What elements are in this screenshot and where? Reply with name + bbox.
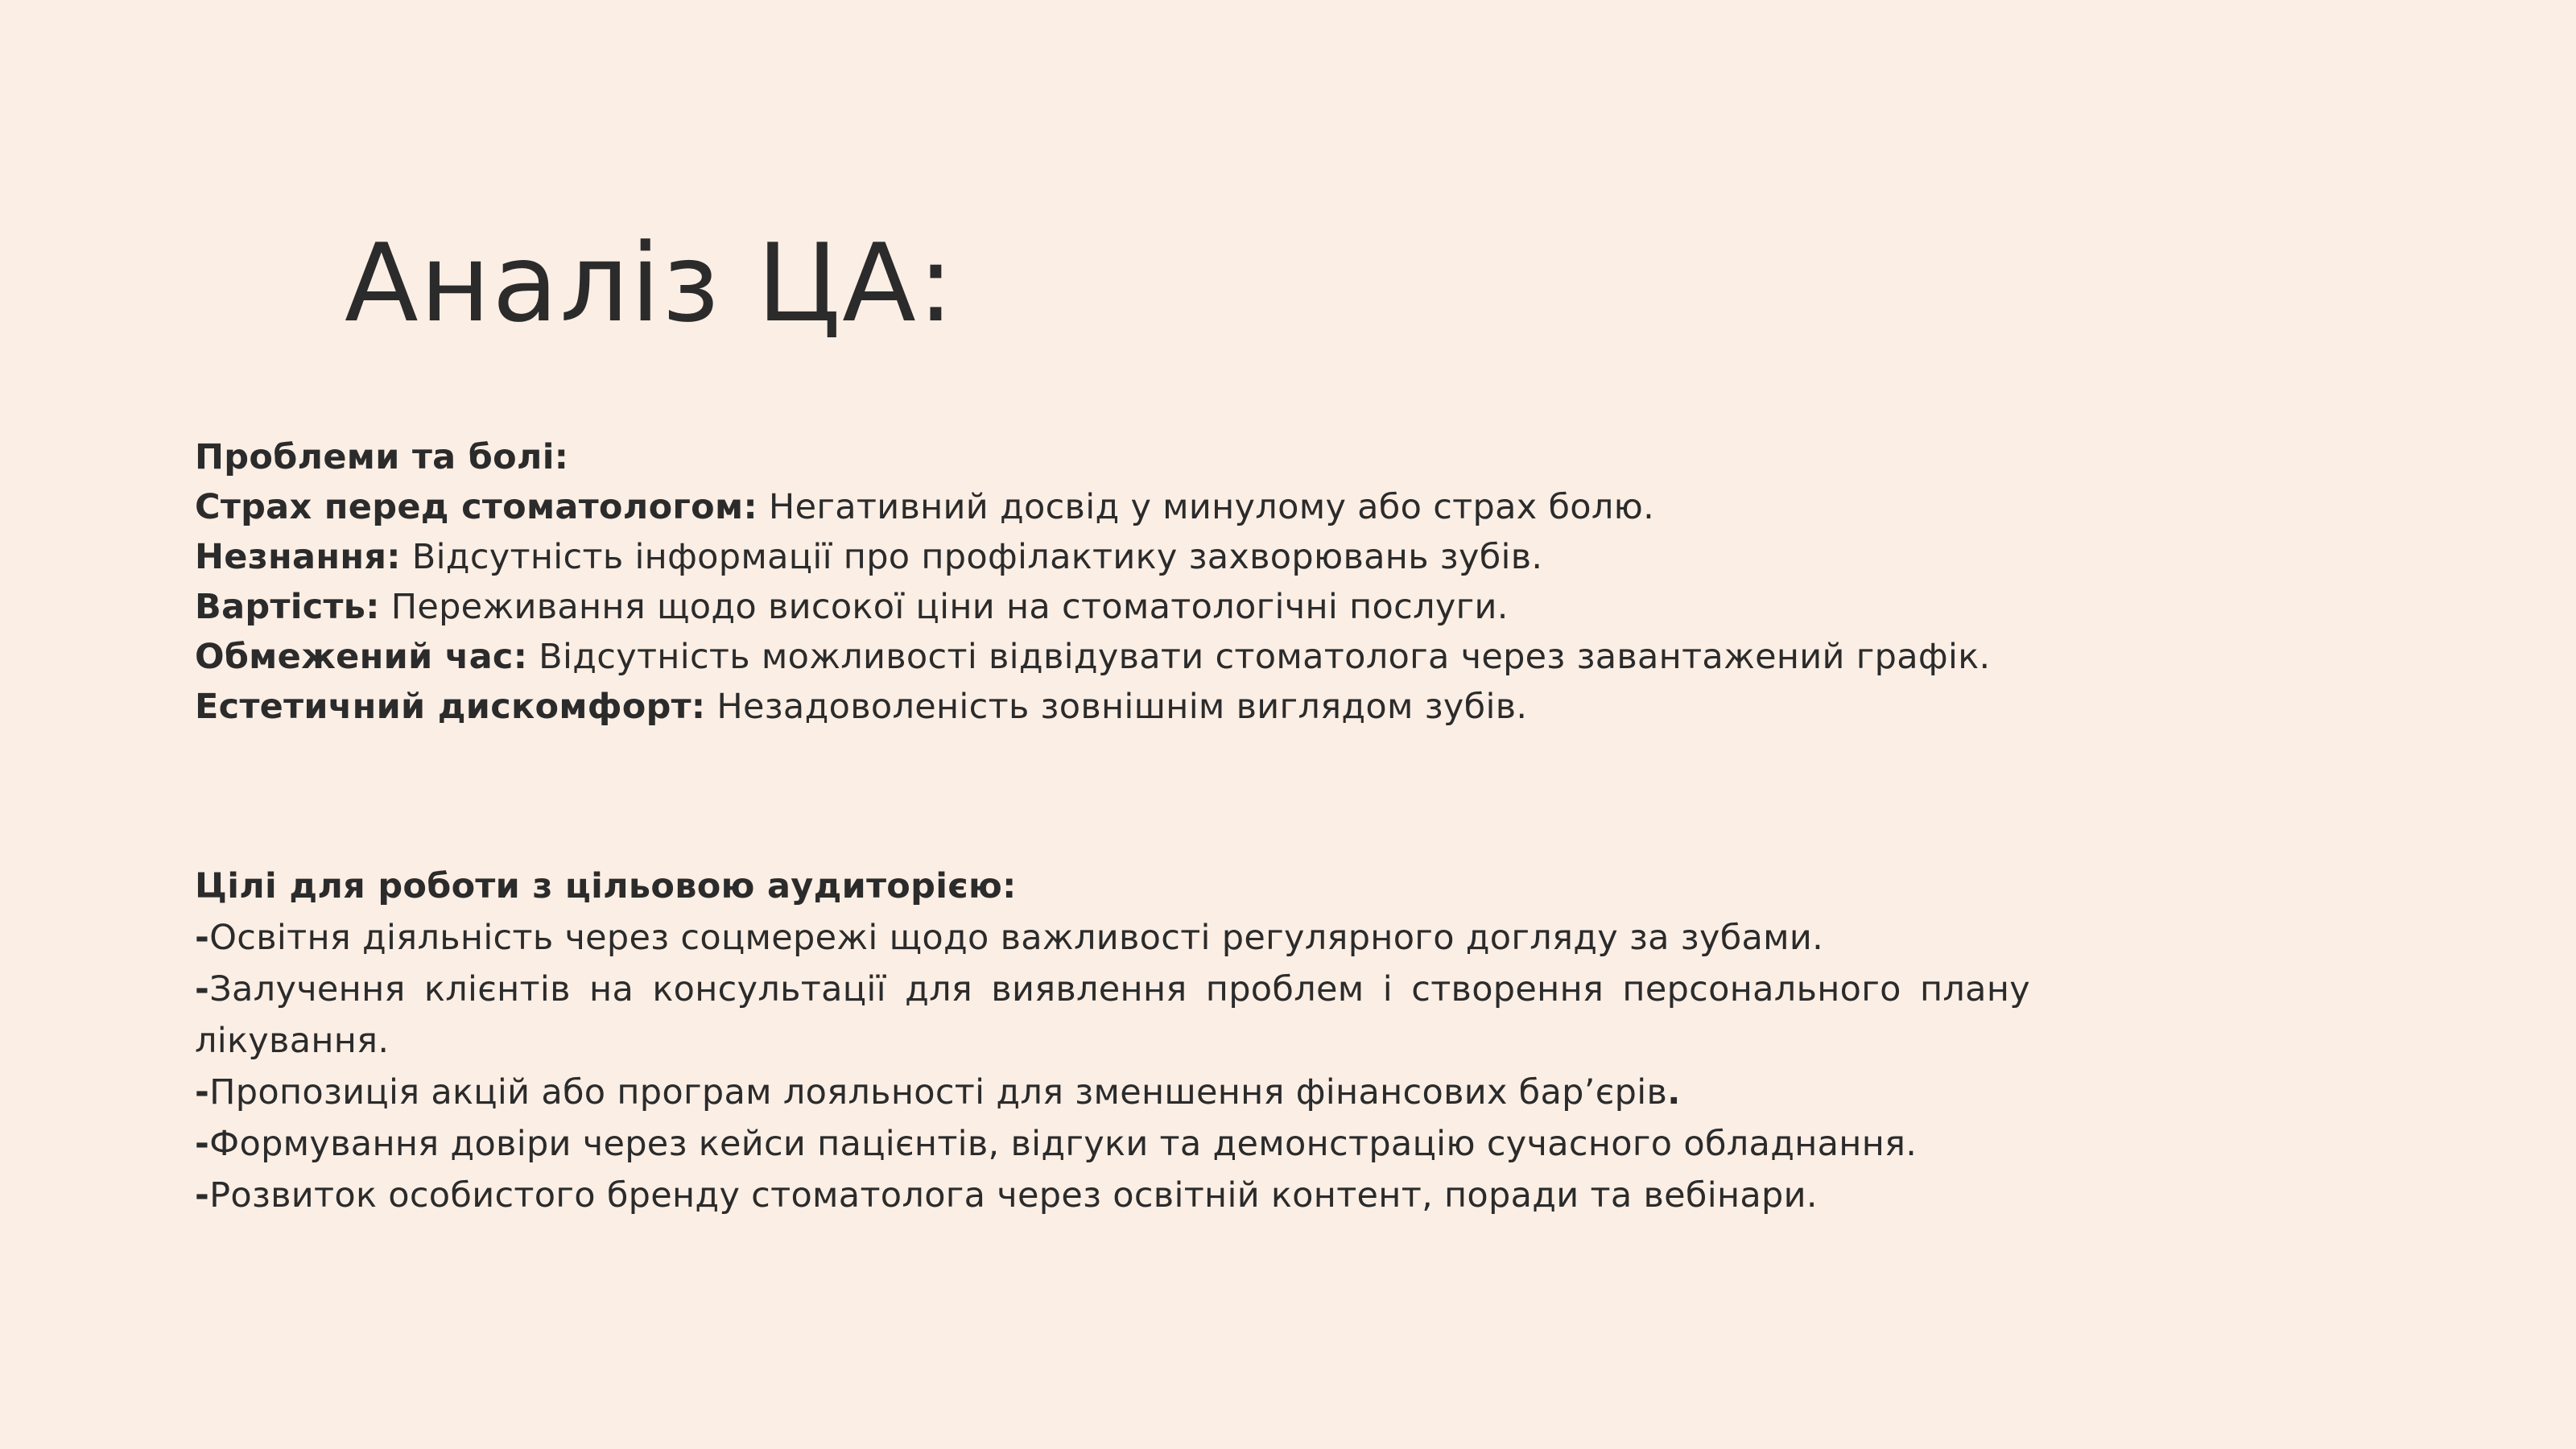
- goal-text: Залучення клієнтів на консультації для виявлення проблем і створення персонального плану лікування.: [195, 969, 2030, 1061]
- problem-item: [195, 532, 2030, 582]
- goal-item: [195, 912, 2030, 964]
- problem-item: [195, 632, 2030, 682]
- goal-marker: -: [195, 969, 210, 1009]
- goal-item: [195, 964, 2030, 1067]
- goal-text: Розвиток особистого бренду стоматолога через освітній контент, поради та вебінари.: [209, 1175, 1818, 1216]
- problems-heading: Проблеми та болі:: [195, 437, 569, 477]
- problem-text: Переживання щодо високої ціни на стоматологічні послуги.: [379, 587, 1509, 627]
- goal-marker: -: [195, 918, 210, 958]
- goal-item: [195, 1067, 2030, 1118]
- goal-text: Освітня діяльність через соцмережі щодо важливості регулярного догляду за зубами.: [209, 918, 1824, 958]
- problems-section: [195, 432, 2030, 732]
- problem-text: Негативний досвід у минулому або страх болю.: [757, 487, 1655, 527]
- problem-text: Відсутність інформації про профілактику захворювань зубів.: [400, 537, 1543, 577]
- goal-item: [195, 1118, 2030, 1170]
- goal-text: Пропозиція акцій або програм лояльності для зменшення фінансових бар’єрів: [209, 1072, 1668, 1113]
- goals-section: [195, 861, 2030, 1221]
- problem-text: Відсутність можливості відвідувати стоматолога через завантажений графік.: [527, 637, 1991, 677]
- goal-text: Формування довіри через кейси пацієнтів, відгуки та демонстрацію сучасного обладнання.: [209, 1124, 1918, 1164]
- problem-item: [195, 682, 2030, 732]
- goal-marker: -: [195, 1072, 210, 1113]
- goal-item: [195, 1170, 2030, 1221]
- goals-heading: Цілі для роботи з цільовою аудиторією:: [195, 866, 1017, 906]
- goal-suffix: .: [1667, 1072, 1681, 1113]
- problem-term: Обмежений час:: [195, 637, 528, 677]
- goal-marker: -: [195, 1175, 210, 1216]
- problem-item: [195, 482, 2030, 532]
- problem-term: Вартість:: [195, 587, 380, 627]
- problem-text: Незадоволеність зовнішнім виглядом зубів.: [705, 687, 1528, 727]
- problem-term: Естетичний дискомфорт:: [195, 687, 706, 727]
- problem-term: Страх перед стоматологом:: [195, 487, 758, 527]
- problem-item: [195, 582, 2030, 632]
- slide-title: Аналіз ЦА:: [345, 221, 956, 346]
- goal-marker: -: [195, 1124, 210, 1164]
- problem-term: Незнання:: [195, 537, 401, 577]
